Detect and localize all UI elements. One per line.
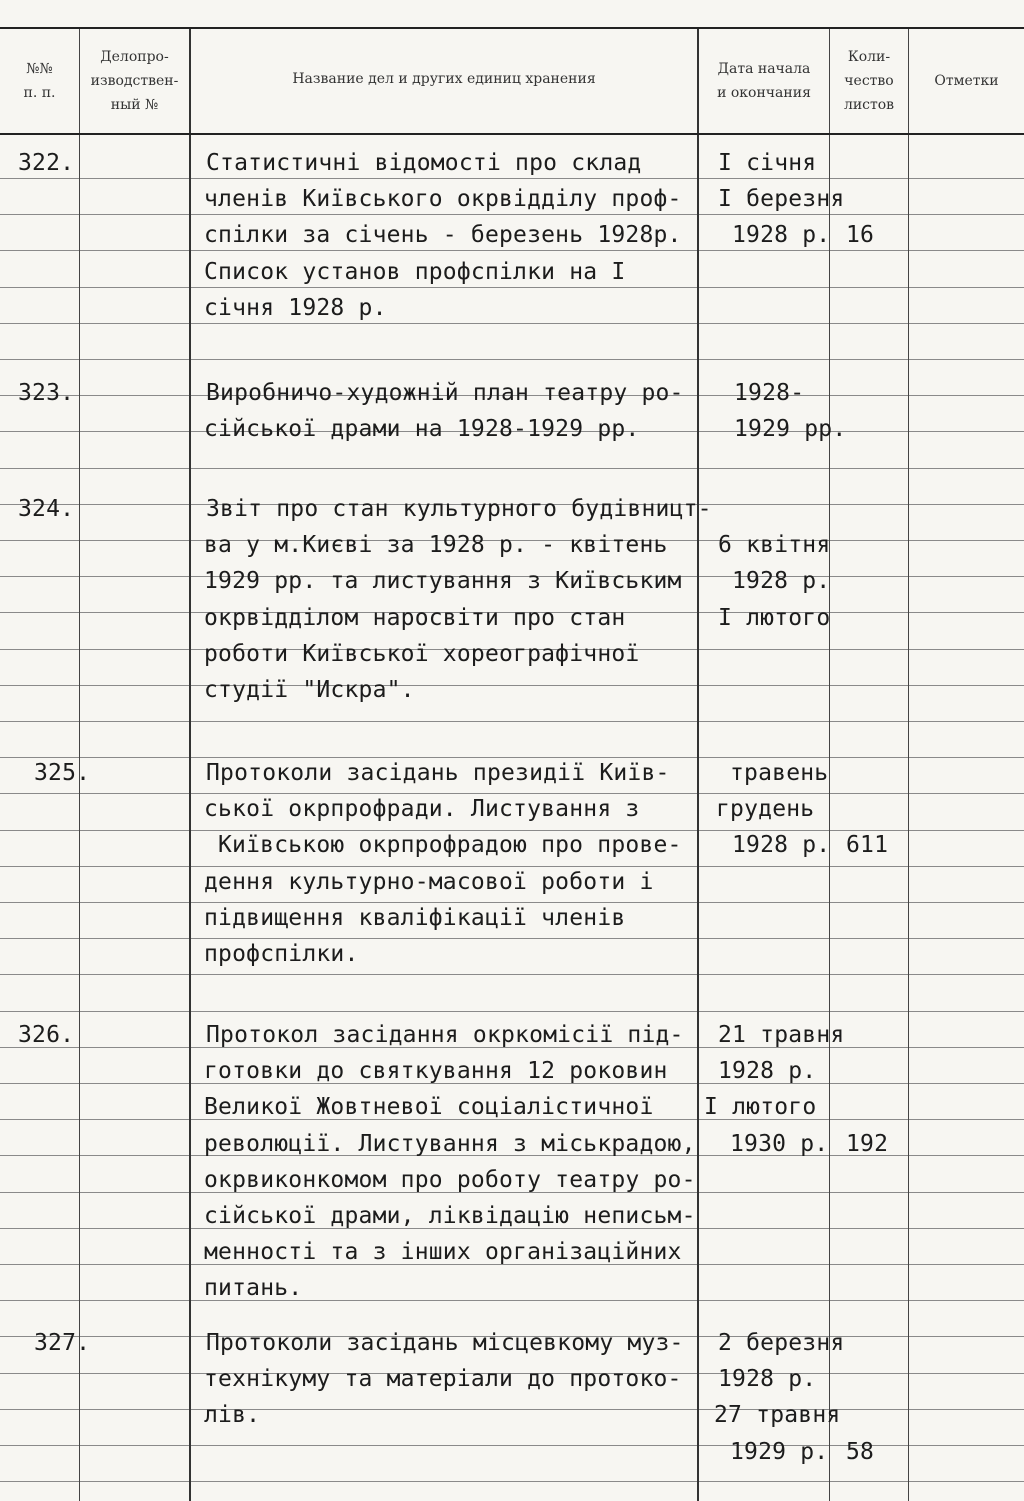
entry-date: І березня bbox=[718, 186, 845, 212]
entry-number: 326. bbox=[18, 1022, 75, 1048]
entry-sheet-count: 16 bbox=[846, 222, 875, 248]
entry-title-line: профспілки. bbox=[204, 941, 359, 967]
ruled-line bbox=[0, 323, 1024, 324]
ruled-line bbox=[0, 974, 1024, 975]
entry-title-line: спілки за січень - березень 1928р. bbox=[204, 222, 682, 248]
entry-date: 1928- bbox=[734, 380, 805, 406]
entry-sheet-count: 192 bbox=[846, 1131, 889, 1157]
header-notes: Отметки bbox=[934, 73, 999, 89]
entry-date: 1930 р. bbox=[730, 1131, 829, 1157]
entry-title-line: Протоколи засідань місцевкому муз- bbox=[206, 1330, 684, 1356]
entry-date: грудень bbox=[716, 796, 815, 822]
ruled-line bbox=[0, 214, 1024, 215]
ruled-line bbox=[0, 721, 1024, 722]
entry-title-line: ської окрпрофради. Листування з bbox=[204, 796, 640, 822]
entry-sheet-count: 611 bbox=[846, 832, 889, 858]
entry-title-line: революції. Листування з міськрадою, bbox=[204, 1131, 696, 1157]
entry-title-line: технікуму та матеріали до протоко- bbox=[204, 1366, 682, 1392]
entry-title-line: студії "Искра". bbox=[204, 677, 415, 703]
ruled-line bbox=[0, 866, 1024, 867]
header-office-number: Делопро- изводствен- ный № bbox=[90, 49, 179, 113]
entry-title-line: лів. bbox=[204, 1402, 261, 1428]
entry-date: 1929 рр. bbox=[734, 416, 847, 442]
column-divider bbox=[829, 27, 830, 1501]
entry-number: 325. bbox=[34, 760, 91, 786]
entry-title-line: менності та з інших організаційних bbox=[204, 1239, 682, 1265]
entry-title-line: питань. bbox=[204, 1275, 303, 1301]
entry-date: 1928 р. bbox=[732, 568, 831, 594]
entry-number: 324. bbox=[18, 496, 75, 522]
ruled-line bbox=[0, 830, 1024, 831]
entry-date: 1928 р. bbox=[732, 222, 831, 248]
entry-date: І лютого bbox=[704, 1094, 817, 1120]
column-divider bbox=[908, 27, 909, 1501]
entry-title-line: Київською окрпрофрадою про прове- bbox=[218, 832, 682, 858]
table-header bbox=[0, 27, 1024, 135]
ruled-line bbox=[0, 359, 1024, 360]
entry-title-line: Великої Жовтневої соціалістичної bbox=[204, 1094, 654, 1120]
entry-title-line: Статистичні відомості про склад bbox=[206, 150, 642, 176]
entry-title-line: членів Київського окрвідділу проф- bbox=[204, 186, 682, 212]
ruled-line bbox=[0, 1011, 1024, 1012]
entry-date: 1928 р. bbox=[718, 1058, 817, 1084]
ruled-line bbox=[0, 793, 1024, 794]
entry-date: І січня bbox=[718, 150, 817, 176]
entry-date: 2 березня bbox=[718, 1330, 845, 1356]
ruled-line bbox=[0, 938, 1024, 939]
entry-date: І лютого bbox=[718, 605, 831, 631]
entry-title-line: роботи Київської хореографічної bbox=[204, 641, 640, 667]
entry-title-line: окрвідділом наросвіти про стан bbox=[204, 605, 626, 631]
entry-title-line: Протоколи засідань президії Київ- bbox=[206, 760, 670, 786]
header-number: №№ п. п. bbox=[23, 61, 56, 101]
entry-title-line: Протокол засідання окркомісії під- bbox=[206, 1022, 684, 1048]
ruled-line bbox=[0, 685, 1024, 686]
entry-date: травень bbox=[730, 760, 829, 786]
entry-date: 1928 р. bbox=[732, 832, 831, 858]
column-divider bbox=[697, 27, 699, 1501]
header-title: Название дел и других единиц хранения bbox=[292, 71, 596, 87]
entry-title-line: січня 1928 р. bbox=[204, 295, 387, 321]
entry-title-line: сійської драми на 1928-1929 рр. bbox=[204, 416, 640, 442]
ruled-line bbox=[0, 178, 1024, 179]
entry-title-line: дення культурно-масової роботи і bbox=[204, 869, 654, 895]
entry-date: 1928 р. bbox=[718, 1366, 817, 1392]
entry-title-line: ва у м.Києві за 1928 р. - квітень bbox=[204, 532, 668, 558]
ruled-line bbox=[0, 1409, 1024, 1410]
entry-date: 27 травня bbox=[714, 1402, 841, 1428]
entry-number: 323. bbox=[18, 380, 75, 406]
entry-sheet-count: 58 bbox=[846, 1439, 875, 1465]
ruled-line bbox=[0, 902, 1024, 903]
ruled-line bbox=[0, 757, 1024, 758]
entry-title-line: Список установ профспілки на І bbox=[204, 259, 626, 285]
ruled-line bbox=[0, 468, 1024, 469]
entry-title-line: 1929 рр. та листування з Київським bbox=[204, 568, 682, 594]
header-sheets: Коли- чество листов bbox=[843, 49, 895, 113]
ruled-line bbox=[0, 287, 1024, 288]
ruled-line bbox=[0, 1481, 1024, 1482]
column-divider bbox=[189, 27, 191, 1501]
entry-number: 322. bbox=[18, 150, 75, 176]
entry-title-line: сійської драми, ліквідацію неписьм- bbox=[204, 1203, 696, 1229]
ruled-line bbox=[0, 250, 1024, 251]
entry-date: 21 травня bbox=[718, 1022, 845, 1048]
entry-title-line: Звіт про стан культурного будівницт- bbox=[206, 496, 712, 522]
entry-date: 6 квітня bbox=[718, 532, 831, 558]
entry-title-line: окрвиконкомом про роботу театру ро- bbox=[204, 1167, 696, 1193]
entry-title-line: підвищення кваліфікації членів bbox=[204, 905, 626, 931]
header-dates: Дата начала и окончания bbox=[717, 61, 811, 101]
entry-number: 327. bbox=[34, 1330, 91, 1356]
entry-date: 1929 р. bbox=[730, 1439, 829, 1465]
entry-title-line: Виробничо-художній план театру ро- bbox=[206, 380, 684, 406]
entry-title-line: готовки до святкування 12 роковин bbox=[204, 1058, 668, 1084]
ruled-line bbox=[0, 1300, 1024, 1301]
